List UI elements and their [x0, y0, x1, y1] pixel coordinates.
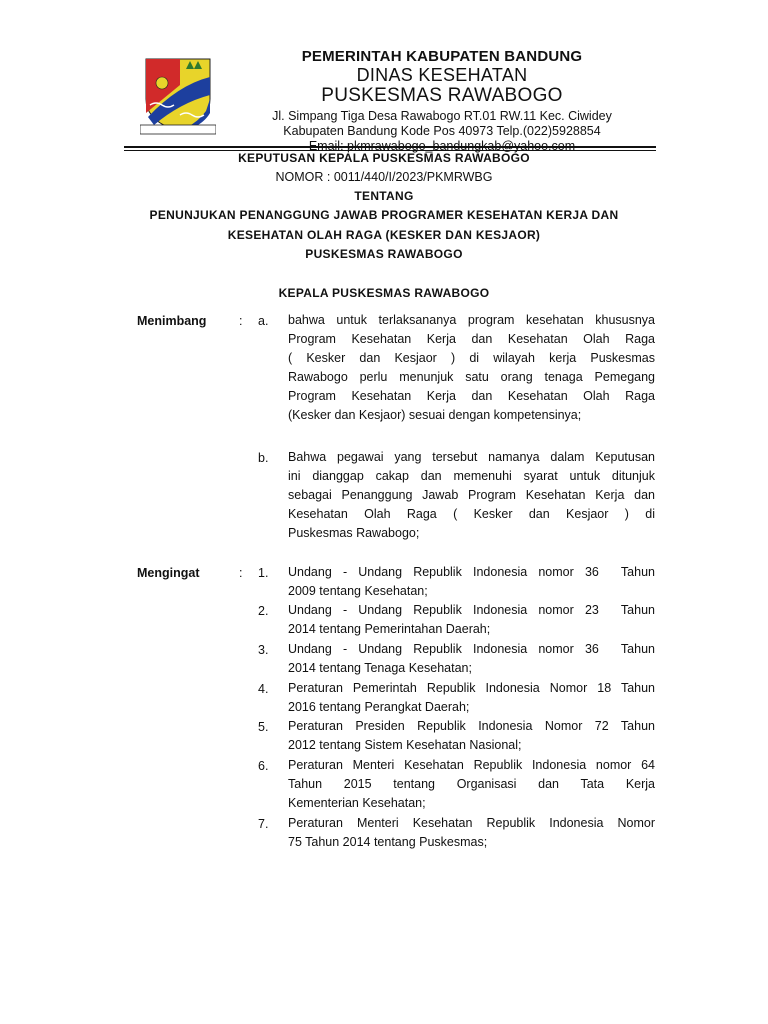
- text-line: (Kesker dan Kesjaor) sesuai dengan kompetensinya;: [288, 408, 582, 422]
- mengingat-item-1-text: [288, 563, 655, 601]
- mengingat-item-3-marker: 3.: [258, 643, 269, 657]
- decree-about-label: TENTANG: [354, 189, 414, 203]
- decree-title: KEPUTUSAN KEPALA PUSKESMAS RAWABOGO: [238, 151, 530, 165]
- text-line: ini dianggap cakap dan memenuhi syarat untuk ditunjuk: [288, 469, 655, 483]
- decree-subject-line3: PUSKESMAS RAWABOGO: [305, 247, 463, 261]
- text-line: Tahun 2015 tentang Organisasi dan Tata Kerja: [288, 777, 655, 791]
- letterhead-address-line2: Kabupaten Bandung Kode Pos 40973 Telp.(022)5928854: [283, 124, 601, 138]
- letterhead-puskesmas: PUSKESMAS RAWABOGO: [321, 85, 563, 106]
- menimbang-item-b-marker: b.: [258, 451, 269, 465]
- text-line: Puskesmas Rawabogo;: [288, 526, 420, 540]
- text-line: Peraturan Presiden Republik Indonesia Nomor 72 Tahun: [288, 719, 655, 733]
- kabupaten-bandung-logo: [140, 55, 216, 137]
- text-line: Undang - Undang Republik Indonesia nomor 23 Tahun: [288, 603, 655, 617]
- mengingat-item-6-marker: 6.: [258, 759, 269, 773]
- text-line: Peraturan Pemerintah Republik Indonesia Nomor 18 Tahun: [288, 681, 655, 695]
- mengingat-item-5-text: [288, 717, 655, 755]
- letterhead-divider-thick: [124, 146, 656, 148]
- text-line: 2012 tentang Sistem Kesehatan Nasional;: [288, 738, 522, 752]
- text-line: 75 Tahun 2014 tentang Puskesmas;: [288, 835, 488, 849]
- text-line: Program Kesehatan Kerja dan Kesehatan Olah Raga: [288, 389, 655, 403]
- mengingat-item-4-marker: 4.: [258, 682, 269, 696]
- decree-number: NOMOR : 0011/440/I/2023/PKMRWBG: [275, 170, 493, 184]
- decree-subject-line2: KESEHATAN OLAH RAGA (KESKER DAN KESJAOR): [227, 228, 541, 242]
- mengingat-item-4-text: [288, 679, 655, 717]
- mengingat-item-7-marker: 7.: [258, 817, 269, 831]
- mengingat-item-2-text: [288, 601, 655, 639]
- letterhead-government: PEMERINTAH KABUPATEN BANDUNG: [301, 48, 583, 65]
- decree-subject-line1: PENUNJUKAN PENANGGUNG JAWAB PROGRAMER KESEHATAN KERJA DAN: [149, 208, 619, 222]
- mengingat-item-2-marker: 2.: [258, 604, 269, 618]
- mengingat-item-3-text: [288, 640, 655, 678]
- mengingat-colon: :: [239, 566, 243, 580]
- text-line: bahwa untuk terlaksananya program kesehatan khususnya: [288, 313, 655, 327]
- mengingat-item-1-marker: 1.: [258, 566, 269, 580]
- text-line: 2009 tentang Kesehatan;: [288, 584, 428, 598]
- text-line: Bahwa pegawai yang tersebut namanya dalam Keputusan: [288, 450, 655, 464]
- letterhead: [232, 48, 652, 154]
- text-line: Peraturan Menteri Kesehatan Republik Indonesia nomor 64: [288, 758, 655, 772]
- text-line: 2016 tentang Perangkat Daerah;: [288, 700, 470, 714]
- text-line: 2014 tentang Pemerintahan Daerah;: [288, 622, 491, 636]
- text-line: Kementerian Kesehatan;: [288, 796, 426, 810]
- text-line: Program Kesehatan Kerja dan Kesehatan Olah Raga: [288, 332, 655, 346]
- text-line: sebagai Penanggung Jawab Program Kesehatan Kerja dan: [288, 488, 655, 502]
- text-line: ( Kesker dan Kesjaor ) di wilayah kerja Puskesmas: [288, 351, 655, 365]
- mengingat-item-7-text: [288, 814, 655, 852]
- text-line: Kesehatan Olah Raga ( Kesker dan Kesjaor ) di: [288, 507, 655, 521]
- letterhead-agency: DINAS KESEHATAN: [356, 65, 528, 85]
- decree-issuer: KEPALA PUSKESMAS RAWABOGO: [278, 286, 490, 300]
- text-line: 2014 tentang Tenaga Kesehatan;: [288, 661, 472, 675]
- mengingat-item-5-marker: 5.: [258, 720, 269, 734]
- menimbang-label: Menimbang: [137, 314, 207, 328]
- menimbang-item-a-text: [288, 311, 655, 425]
- letterhead-address-line1: Jl. Simpang Tiga Desa Rawabogo RT.01 RW.11 Kec. Ciwidey: [272, 109, 612, 123]
- mengingat-item-6-text: [288, 756, 655, 813]
- text-line: Undang - Undang Republik Indonesia nomor 36 Tahun: [288, 565, 655, 579]
- menimbang-item-b-text: [288, 448, 655, 543]
- text-line: Peraturan Menteri Kesehatan Republik Indonesia Nomor: [288, 816, 655, 830]
- menimbang-colon: :: [239, 314, 243, 328]
- mengingat-label: Mengingat: [137, 566, 200, 580]
- menimbang-item-a-marker: a.: [258, 314, 269, 328]
- text-line: Rawabogo perlu menunjuk satu orang tenaga Pemegang: [288, 370, 655, 384]
- text-line: Undang - Undang Republik Indonesia nomor 36 Tahun: [288, 642, 655, 656]
